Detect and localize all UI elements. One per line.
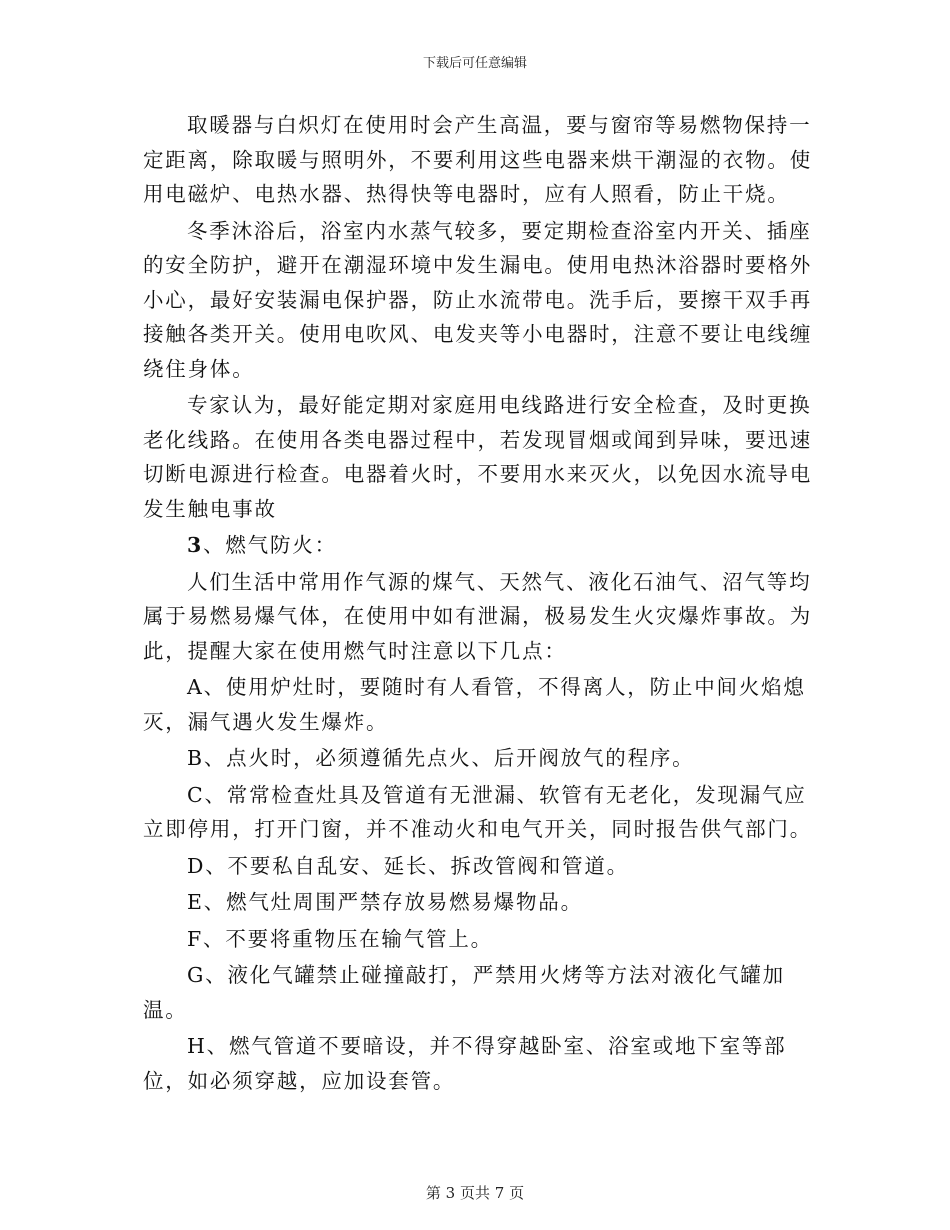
list-item-g: G、液化气罐禁止碰撞敲打，严禁用火烤等方法对液化气罐加温。 <box>143 963 785 1022</box>
paragraph-heater-safety: 取暖器与白炽灯在使用时会产生高温，要与窗帘等易燃物保持一定距离，除取暖与照明外，不要利用这些电器来烘干潮湿的衣物。使用电磁炉、电热水器、热得快等电器时，应有人照看，防止干烧。 <box>143 113 812 206</box>
section-number: 3 <box>187 533 204 557</box>
paragraph-gas-intro: 人们生活中常用作气源的煤气、天然气、液化石油气、沼气等均属于易燃易爆气体，在使用中如有泄漏，极易发生火灾爆炸事故。为此，提醒大家在使用燃气时注意以下几点： <box>143 569 812 663</box>
paragraph-bathroom-safety: 冬季沐浴后，浴室内水蒸气较多，要定期检查浴室内开关、插座的安全防护，避开在潮湿环境中发生漏电。使用电热沐浴器时要格外小心，最好安装漏电保护器，防止水流带电。洗手后，要擦干双手再接触各类开关。使用电吹风、电发夹等小电器时，注意不要让电线缠绕住身体。 <box>143 218 812 381</box>
list-item-b: B、点火时，必须遵循先点火、后开阀放气的程序。 <box>187 746 695 770</box>
list-item-d: D、不要私自乱安、延长、拆改管阀和管道。 <box>187 853 629 878</box>
list-item-e: E、燃气灶周围严禁存放易燃易爆物品。 <box>187 890 583 914</box>
section-heading-gas-fire <box>143 528 813 563</box>
page-footer: 第 3 页共 7 页 <box>425 1184 525 1202</box>
list-item-h: H、燃气管道不要暗设，并不得穿越卧室、浴室或地下室等部位，如必须穿越，应加设套管。 <box>143 1034 787 1093</box>
section-title: 、燃气防火： <box>203 533 337 557</box>
page-header: 下载后可任意编辑 <box>422 56 527 71</box>
document-body <box>143 108 813 1098</box>
list-item-f: F、不要将重物压在输气管上。 <box>187 926 493 951</box>
list-item-c: C、常常检查灶具及管道有无泄漏、软管有无老化，发现漏气应立即停用，打开门窗，并不准动火和电气开关，同时报告供气部门。 <box>143 782 812 841</box>
paragraph-expert-advice: 专家认为，最好能定期对家庭用电线路进行安全检查，及时更换老化线路。在使用各类电器过程中，若发现冒烟或闻到异味，要迅速切断电源进行检查。电器着火时，不要用水来灭火，以免因水流导电发生触电事故 <box>143 393 812 521</box>
list-item-a: A、使用炉灶时，要随时有人看管，不得离人，防止中间火焰熄灭，漏气遇火发生爆炸。 <box>143 675 806 734</box>
